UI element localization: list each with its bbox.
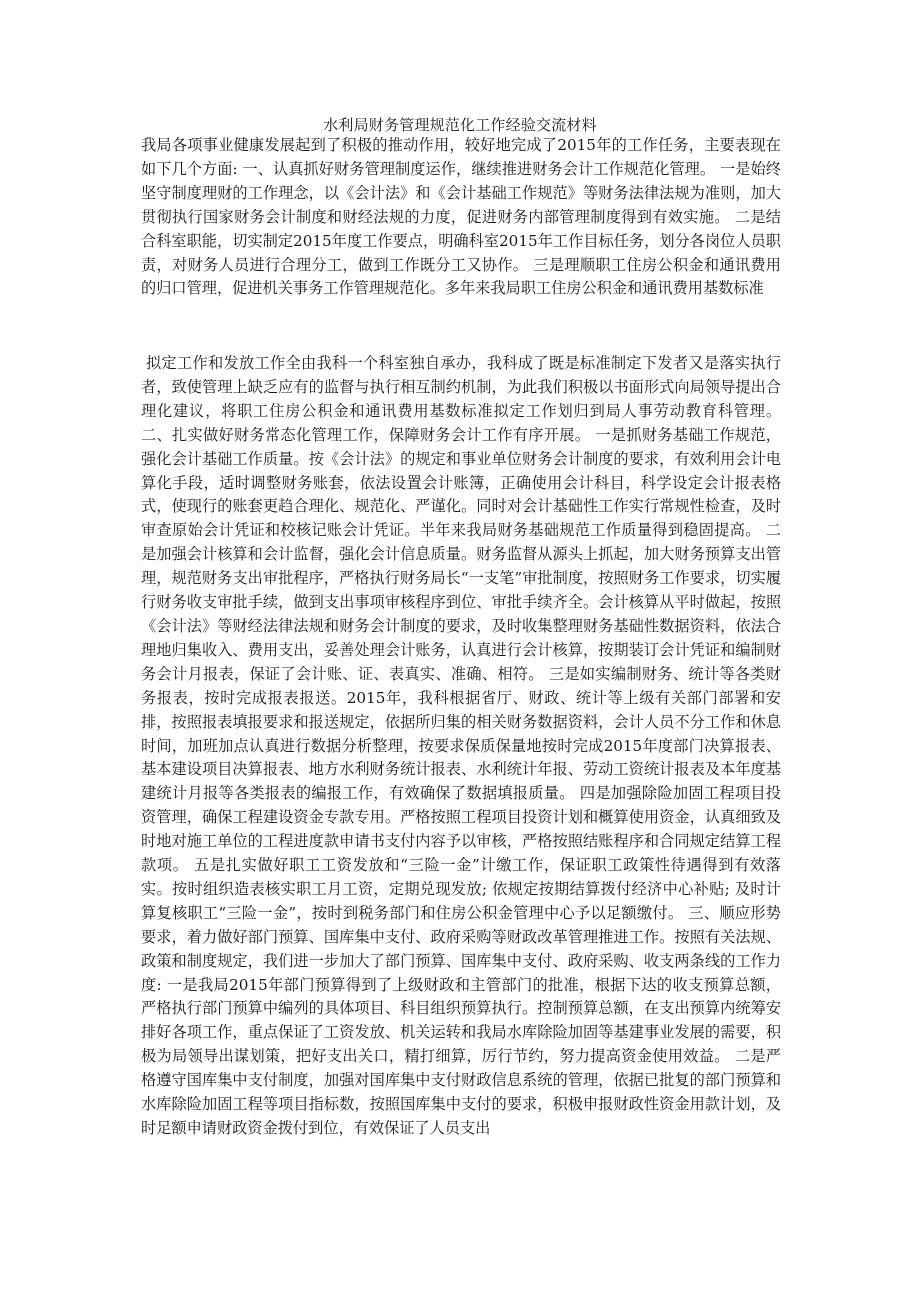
body-paragraph-2: 拟定工作和发放工作全由我科一个科室独自承办，我科成了既是标准制定下发者又是落实执行者，致使管理上缺乏应有的监督与执行相互制约机制，为此我们积极以书面形式向局领导提出合理化建议，将职工住房公积金和通讯费用基数标准拟定工作划归到局人事劳动教育科管理。 二、扎实做好财务常态化管理工作，保障财务会计工作有序开展。 一是抓财务基础工作规范，强化会计基础工作质量。按《会计法》的规定和事业单位财务会计制度的要求，有效利用会计电算化手段，适时调整财务账套，依法设置会计账簿，正确使用会计科目，科学设定会计报表格式，使现行的账套更趋合理化、规范化、严谨化。同时对会计基础性工作实行常规性检查，及时审查原始会计凭证和校核记账会计凭证。半年来我局财务基础规范工作质量得到稳固提高。 二是加强会计核算和会计监督，强化会计信息质量。财务监督从源头上抓起，加大财务预算支出管理，规范财务支出审批程序，严格执行财务局长“一支笔”审批制度，按照财务工作要求，切实履行财务收支审批手续，做到支出事项审核程序到位、审批手续齐全。会计核算从平时做起，按照《会计法》等财经法律法规和财务会计制度的要求，及时收集整理财务基础性数据资料，依法合理地归集收入、费用支出，妥善处理会计账务，认真进行会计核算，按期装订会计凭证和编制财务会计月报表，保证了会计账、证、表真实、准确、相符。 三是如实编制财务、统计等各类财务报表，按时完成报表报送。2015年，我科根据省厅、财政、统计等上级有关部门部署和安排，按照报表填报要求和报送规定，依据所归集的相关财务数据资料，会计人员不分工作和休息时间，加班加点认真进行数据分析整理，按要求保质保量地按时完成2015年度部门决算报表、基本建设项目决算报表、地方水利财务统计报表、水利统计年报、劳动工资统计报表及本年度基建统计月报等各类报表的编报工作，有效确保了数据填报质量。 四是加强除险加固工程项目投资管理，确保工程建设资金专款专用。严格按照工程项目投资计划和概算使用资金，认真细致及时地对施工单位的工程进度款申请书支付内容予以审核，严格按照结账程序和合同规定结算工程款项。 五是扎实做好职工工资发放和“三险一金”计缴工作，保证职工政策性待遇得到有效落实。按时组织造表核实职工月工资，定期兑现发放; 依规定按期结算拨付经济中心补贴; 及时计算复核职工“三险一金”，按时到税务部门和住房公积金管理中心予以足额缴付。 三、顺应形势要求，着力做好部门预算、国库集中支付、政府采购等财政改革管理推进工作。按照有关法规、政策和制度规定，我们进一步加大了部门预算、国库集中支付、政府采购、收支两条线的工作力度: 一是我局2015年部门预算得到了上级财政和主管部门的批准，根据下达的收支预算总额，严格执行部门预算中编列的具体项目、科目组织预算执行。控制预算总额，在支出预算内统筹安排好各项工作，重点保证了工资发放、机关运转和我局水库除险加固等基建事业发展的需要，积极为局领导出谋划策，把好支出关口，精打细算，厉行节约，努力提高资金使用效益。 二是严格遵守国库集中支付制度，加强对国库集中支付财政信息系统的管理，依据已批复的部门预算和水库除险加固工程等项目指标数，按照国库集中支付的要求，积极申报财政性资金用款计划，及时足额申请财政资金拨付到位，有效保证了人员支出 — [141, 354, 781, 1137]
document-title: 水利局财务管理规范化工作经验交流材料 — [323, 116, 597, 134]
body-paragraph-1: 我局各项事业健康发展起到了积极的推动作用，较好地完成了2015年的工作任务，主要表现在如下几个方面: 一、认真抓好财务管理制度运作，继续推进财务会计工作规范化管理。 一是始终坚守制度理财的工作理念，以《会计法》和《会计基础工作规范》等财务法律法规为准则，加大贯彻执行国家财务会计制度和财经法规的力度，促进财务内部管理制度得到有效实施。 二是结合科室职能，切实制定2015年度工作要点，明确科室2015年工作目标任务，划分各岗位人员职责，对财务人员进行合理分工，做到工作既分工又协作。 三是理顺职工住房公积金和通讯费用的归口管理，促进机关事务工作管理规范化。多年来我局职工住房公积金和通讯费用基数标准 — [141, 136, 781, 298]
